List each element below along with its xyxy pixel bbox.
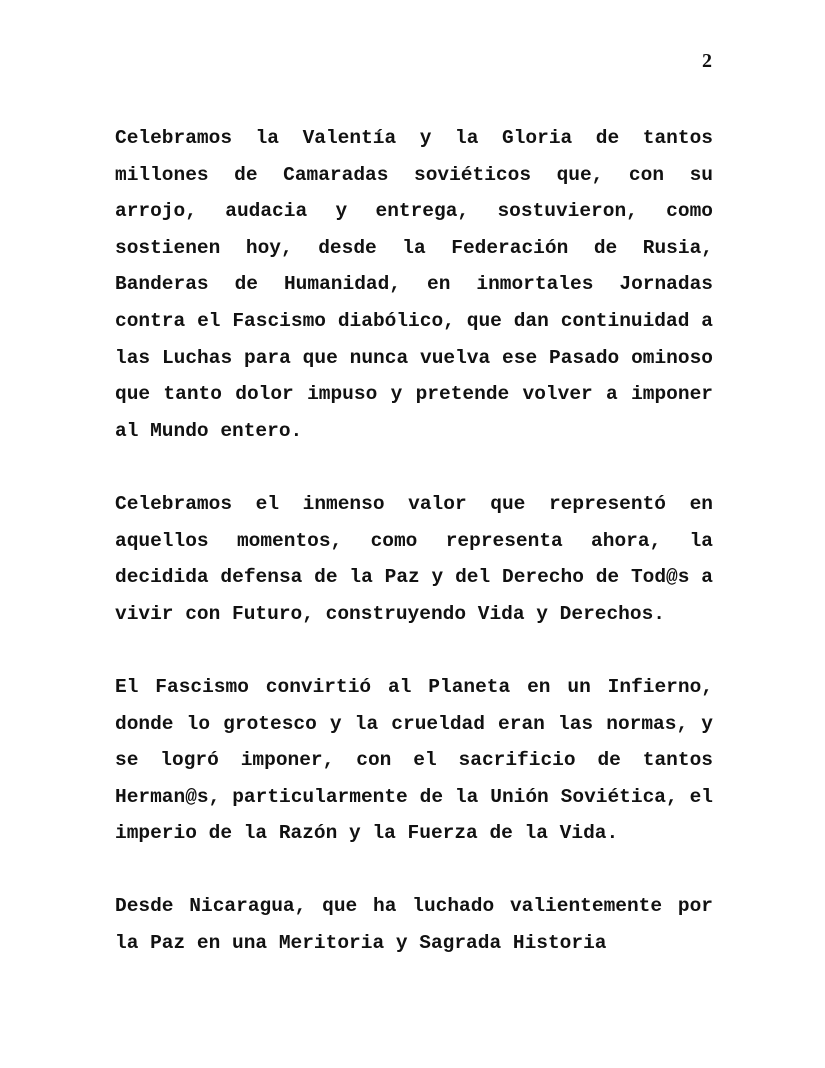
paragraph-3: El Fascismo convirtió al Planeta en un Infierno, donde lo grotesco y la crueldad eran las normas, y se logró imponer, con el sacrificio de tantos Herman@s, particularmente de la Unión Soviética, el imperio de la Razón y la Fuerza de la Vida. — [115, 675, 713, 845]
document-body — [115, 120, 713, 962]
paragraph-1: Celebramos la Valentía y la Gloria de tantos millones de Camaradas soviéticos que, con su arrojo, audacia y entrega, sostuvieron, como sostienen hoy, desde la Federación de Rusia, Banderas de Humanidad, en inmortales Jornadas contra el Fascismo diabólico, que dan continuidad a las Luchas para que nunca vuelva ese Pasado ominoso que tanto dolor impuso y pretende volver a imponer al Mundo entero. — [115, 127, 713, 442]
paragraph-4: Desde Nicaragua, que ha luchado valientemente por la Paz en una Meritoria y Sagrada Historia — [115, 895, 713, 955]
paragraph-2: Celebramos el inmenso valor que representó en aquellos momentos, como representa ahora, la decidida defensa de la Paz y del Derecho de Tod@s a vivir con Futuro, construyendo Vida y Derechos. — [115, 492, 713, 625]
page-number: 2 — [702, 50, 712, 72]
